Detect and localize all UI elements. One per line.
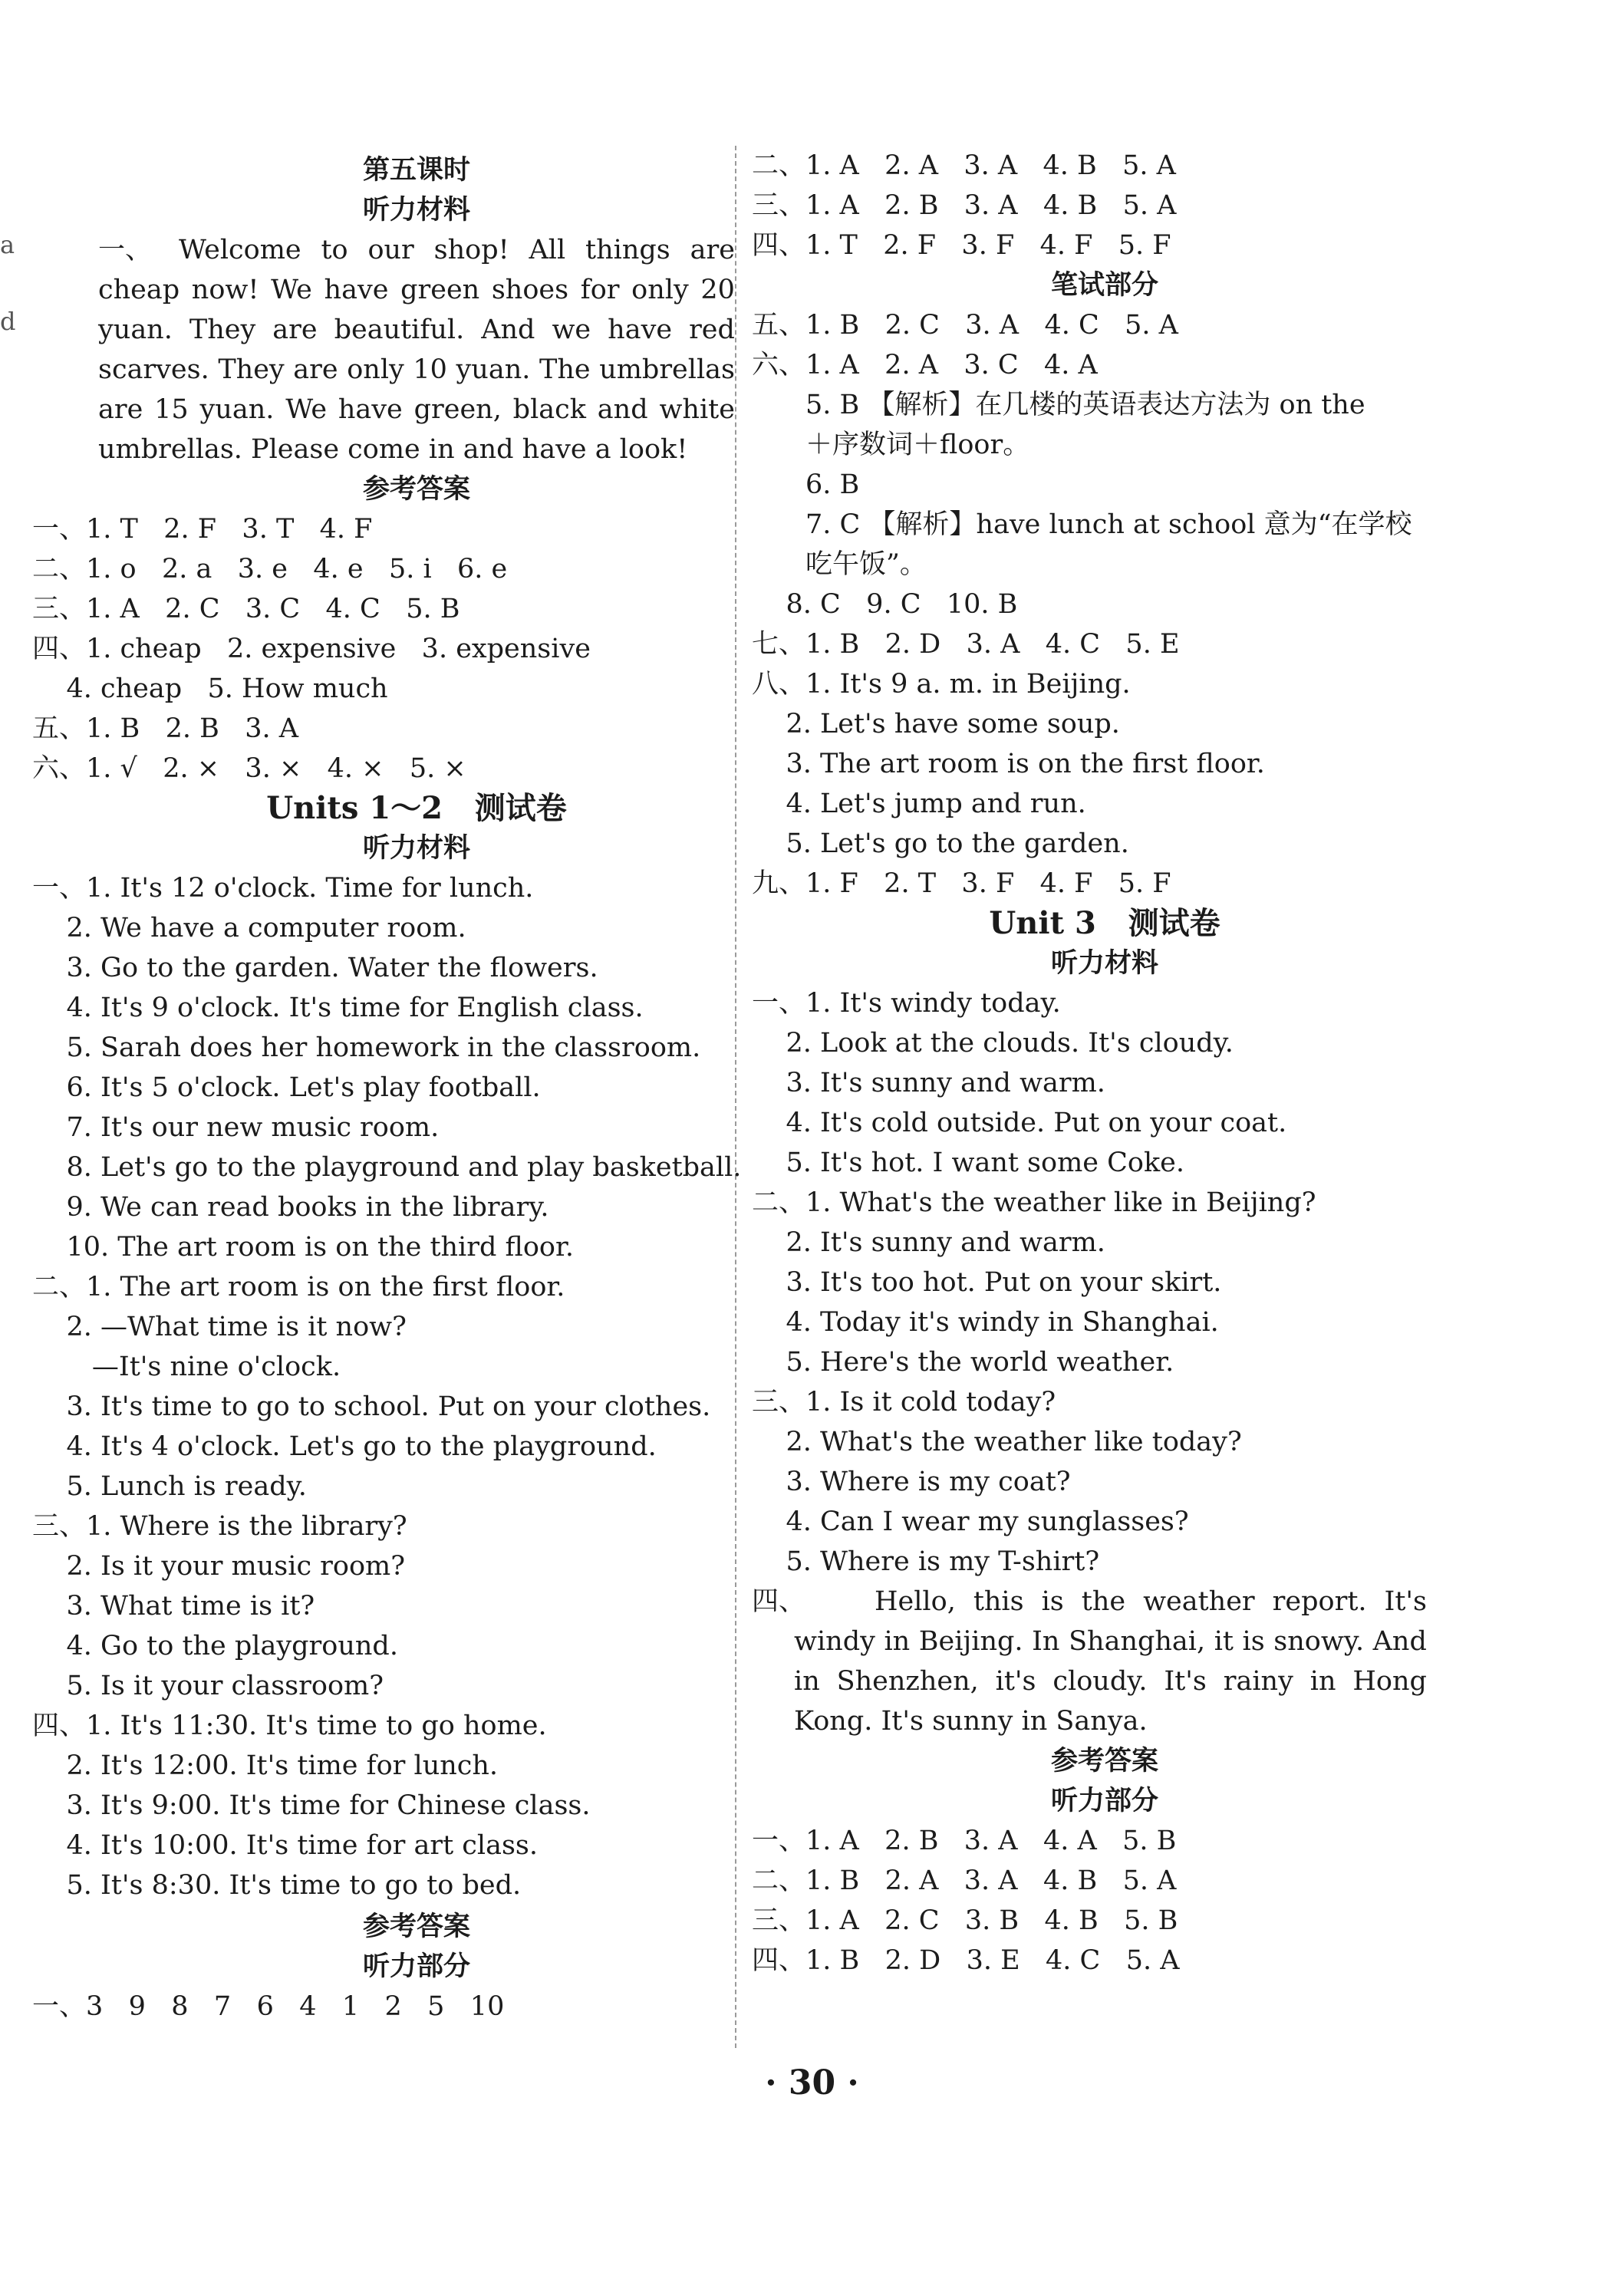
listening-line: 2. Look at the clouds. It's cloudy. bbox=[752, 1028, 1234, 1059]
answer-line: 5. Let's go to the garden. bbox=[752, 828, 1129, 859]
answer-line: 四、1. T 2. F 3. F 4. F 5. F bbox=[752, 230, 1171, 261]
answer-line: 4. Let's jump and run. bbox=[752, 789, 1086, 819]
answer-line: 6. B bbox=[805, 469, 860, 500]
weather-passage-line: windy in Beijing. In Shanghai, it is snowy. And bbox=[794, 1626, 1427, 1657]
listening-line: 4. It's 4 o'clock. Let's go to the playground. bbox=[32, 1431, 657, 1462]
listening-line: 三、1. Where is the library? bbox=[32, 1511, 407, 1542]
listening-line: 4. It's cold outside. Put on your coat. bbox=[752, 1108, 1287, 1138]
shop-passage-line: cheap now! We have green shoes for only 20 bbox=[98, 275, 735, 305]
listening-line: 一、1. It's 12 o'clock. Time for lunch. bbox=[32, 873, 534, 904]
answer-line: 四、1. B 2. D 3. E 4. C 5. A bbox=[752, 1945, 1180, 1976]
listening-line: 2. Is it your music room? bbox=[32, 1551, 406, 1582]
answer-line: 三、1. A 2. C 3. C 4. C 5. B bbox=[32, 594, 460, 624]
listening-line: 2. It's 12:00. It's time for lunch. bbox=[32, 1750, 499, 1781]
listening-material-heading: 听力材料 bbox=[362, 194, 470, 226]
listening-line: 三、1. Is it cold today? bbox=[752, 1387, 1056, 1418]
passage-label: 四、 bbox=[752, 1586, 806, 1617]
answer-line: 一、1. T 2. F 3. T 4. F bbox=[32, 514, 373, 545]
analysis-note: 吃午饭”。 bbox=[805, 549, 927, 580]
shop-passage-line: yuan. They are beautiful. And we have red bbox=[98, 314, 735, 345]
listening-line: 8. Let's go to the playground and play basketball. bbox=[32, 1152, 742, 1183]
listening-line: 2. We have a computer room. bbox=[32, 913, 466, 943]
analysis-note: 5. B 【解析】在几楼的英语表达方法为 on the bbox=[805, 390, 1365, 420]
listening-line: 10. The art room is on the third floor. bbox=[32, 1232, 575, 1263]
listening-line: 4. It's 9 o'clock. It's time for English class. bbox=[32, 993, 644, 1023]
answers-heading: 参考答案 bbox=[362, 1911, 470, 1942]
answers-heading: 参考答案 bbox=[362, 473, 470, 505]
listening-part-heading: 听力部分 bbox=[1050, 1785, 1158, 1816]
listening-line: 4. Go to the playground. bbox=[32, 1631, 398, 1661]
listening-line: 3. It's time to go to school. Put on your clothes. bbox=[32, 1391, 711, 1422]
unit3-title: Unit 3 测试卷 bbox=[989, 905, 1220, 941]
listening-line: 5. It's 8:30. It's time to go to bed. bbox=[32, 1870, 522, 1901]
listening-line: 四、1. It's 11:30. It's time to go home. bbox=[32, 1711, 547, 1741]
answer-line: 四、1. cheap 2. expensive 3. expensive bbox=[32, 634, 591, 664]
listening-line: —It's nine o'clock. bbox=[32, 1352, 341, 1382]
listening-line: 5. Lunch is ready. bbox=[32, 1471, 307, 1502]
margin-letter-d: d bbox=[0, 307, 16, 336]
weather-passage-line: in Shenzhen, it's cloudy. It's rainy in Hong bbox=[794, 1666, 1427, 1697]
answer-line: 8. C 9. C 10. B bbox=[752, 589, 1018, 620]
listening-line: 3. Where is my coat? bbox=[752, 1467, 1071, 1497]
listening-line: 3. Go to the garden. Water the flowers. bbox=[32, 953, 598, 983]
listening-line: 2. It's sunny and warm. bbox=[752, 1227, 1105, 1258]
written-part-heading: 笔试部分 bbox=[1050, 269, 1158, 301]
listening-line: 5. Where is my T-shirt? bbox=[752, 1546, 1100, 1577]
listening-line: 3. It's 9:00. It's time for Chinese class. bbox=[32, 1790, 591, 1821]
listening-line: 4. Can I wear my sunglasses? bbox=[752, 1506, 1189, 1537]
listening-line: 3. What time is it? bbox=[32, 1591, 315, 1622]
analysis-note: ＋序数词＋floor。 bbox=[805, 430, 1030, 460]
listening-line: 3. It's sunny and warm. bbox=[752, 1068, 1105, 1098]
answers-heading: 参考答案 bbox=[1050, 1745, 1158, 1776]
listening-line: 二、1. What's the weather like in Beijing? bbox=[752, 1187, 1316, 1218]
shop-passage-line: umbrellas. Please come in and have a look! bbox=[98, 434, 688, 465]
answer-line: 六、1. √ 2. × 3. × 4. × 5. × bbox=[32, 753, 466, 784]
listening-line: 二、1. The art room is on the first floor. bbox=[32, 1272, 565, 1302]
answer-line: 一、3 9 8 7 6 4 1 2 5 10 bbox=[32, 1991, 505, 2022]
answer-line: 3. The art room is on the first floor. bbox=[752, 749, 1265, 779]
answer-line: 九、1. F 2. T 3. F 4. F 5. F bbox=[752, 868, 1171, 899]
listening-line: 3. It's too hot. Put on your skirt. bbox=[752, 1267, 1222, 1298]
answer-line: 五、1. B 2. B 3. A bbox=[32, 713, 299, 744]
test-title: Units 1～2 测试卷 bbox=[266, 790, 567, 826]
passage-label: 一、 bbox=[98, 235, 153, 265]
listening-line: 4. Today it's windy in Shanghai. bbox=[752, 1307, 1219, 1338]
listening-line: 5. Is it your classroom? bbox=[32, 1671, 384, 1701]
listening-line: 4. It's 10:00. It's time for art class. bbox=[32, 1830, 539, 1861]
column-divider bbox=[735, 146, 736, 2048]
listening-line: 6. It's 5 o'clock. Let's play football. bbox=[32, 1072, 541, 1103]
answer-line: 三、1. A 2. C 3. B 4. B 5. B bbox=[752, 1905, 1178, 1936]
answer-line: 八、1. It's 9 a. m. in Beijing. bbox=[752, 669, 1131, 700]
answer-line: 三、1. A 2. B 3. A 4. B 5. A bbox=[752, 190, 1177, 221]
listening-material-heading: 听力材料 bbox=[362, 832, 470, 864]
listening-line: 一、1. It's windy today. bbox=[752, 988, 1061, 1019]
listening-line: 2. What's the weather like today? bbox=[752, 1427, 1242, 1457]
listening-line: 2. —What time is it now? bbox=[32, 1312, 407, 1342]
margin-letter-a: a bbox=[0, 230, 15, 259]
answer-line: 4. cheap 5. How much bbox=[32, 673, 388, 704]
weather-passage-line: Kong. It's sunny in Sanya. bbox=[794, 1706, 1148, 1737]
listening-part-heading: 听力部分 bbox=[362, 1951, 470, 1982]
listening-line: 7. It's our new music room. bbox=[32, 1112, 440, 1143]
listening-line: 5. Sarah does her homework in the classroom. bbox=[32, 1032, 701, 1063]
answer-line: 五、1. B 2. C 3. A 4. C 5. A bbox=[752, 310, 1178, 341]
answer-line: 二、1. o 2. a 3. e 4. e 5. i 6. e bbox=[32, 554, 508, 584]
analysis-note: 7. C 【解析】have lunch at school 意为“在学校 bbox=[805, 509, 1412, 540]
listening-material-heading: 听力材料 bbox=[1050, 947, 1158, 979]
answer-line: 一、1. A 2. B 3. A 4. A 5. B bbox=[752, 1826, 1177, 1856]
answer-line: 二、1. A 2. A 3. A 4. B 5. A bbox=[752, 150, 1176, 181]
listening-line: 5. Here's the world weather. bbox=[752, 1347, 1174, 1378]
answer-line: 2. Let's have some soup. bbox=[752, 709, 1120, 739]
listening-line: 9. We can read books in the library. bbox=[32, 1192, 549, 1223]
lesson-title: 第五课时 bbox=[362, 154, 470, 186]
weather-passage-line: Hello, this is the weather report. It's bbox=[875, 1586, 1427, 1617]
answer-line: 七、1. B 2. D 3. A 4. C 5. E bbox=[752, 629, 1180, 660]
answer-line: 六、1. A 2. A 3. C 4. A bbox=[752, 350, 1098, 380]
page-number: · 30 · bbox=[765, 2063, 859, 2102]
shop-passage-line: scarves. They are only 10 yuan. The umbrellas bbox=[98, 354, 735, 385]
shop-passage-line: are 15 yuan. We have green, black and white bbox=[98, 394, 735, 425]
shop-passage-line: Welcome to our shop! All things are bbox=[179, 235, 735, 265]
answer-line: 二、1. B 2. A 3. A 4. B 5. A bbox=[752, 1865, 1177, 1896]
listening-line: 5. It's hot. I want some Coke. bbox=[752, 1148, 1185, 1178]
